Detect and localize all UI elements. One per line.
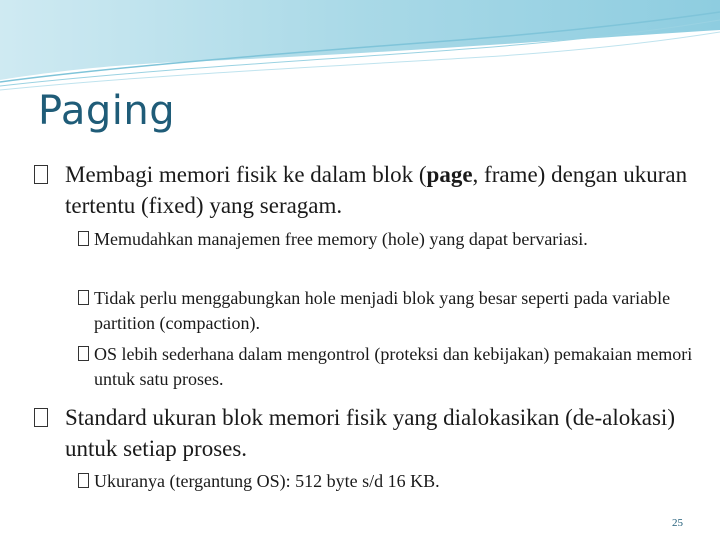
bullet-level2 bbox=[78, 227, 694, 252]
bullet-text: Tidak perlu menggabungkan hole menjadi blok yang besar seperti pada variable partition (compaction). bbox=[94, 288, 671, 333]
bullet-level2 bbox=[78, 342, 694, 392]
bullet-marker-icon bbox=[78, 342, 94, 367]
bullet-bold-text: page bbox=[426, 162, 473, 187]
bullet-level1 bbox=[34, 402, 720, 464]
bullet-text: Ukuranya (tergantung OS): 512 byte s/d 16 KB. bbox=[94, 471, 440, 491]
bullet-text: Standard ukuran blok memori fisik yang dialokasikan (de-alokasi) untuk setiap proses. bbox=[65, 405, 675, 461]
bullet-level2 bbox=[78, 286, 694, 336]
bullet-text: , frame) dengan ukuran tertentu (fixed) yang seragam. bbox=[65, 162, 688, 218]
bullet-marker-icon bbox=[78, 286, 94, 311]
bullet-marker-icon bbox=[78, 469, 94, 494]
bullet-marker-icon bbox=[78, 227, 94, 252]
bullet-marker-icon bbox=[34, 159, 65, 190]
bullet-marker-icon bbox=[34, 402, 65, 433]
bullet-level2 bbox=[78, 469, 694, 494]
bullet-text: Membagi memori fisik ke dalam blok ( bbox=[65, 162, 427, 187]
bullet-text: Memudahkan manajemen free memory (hole) yang dapat bervariasi. bbox=[94, 229, 588, 249]
bullet-text: OS lebih sederhana dalam mengontrol (proteksi dan kebijakan) pemakaian memori untuk satu proses. bbox=[94, 344, 693, 389]
slide-title: Paging bbox=[38, 88, 176, 134]
bullet-level1 bbox=[34, 159, 720, 221]
page-number: 25 bbox=[672, 517, 683, 529]
